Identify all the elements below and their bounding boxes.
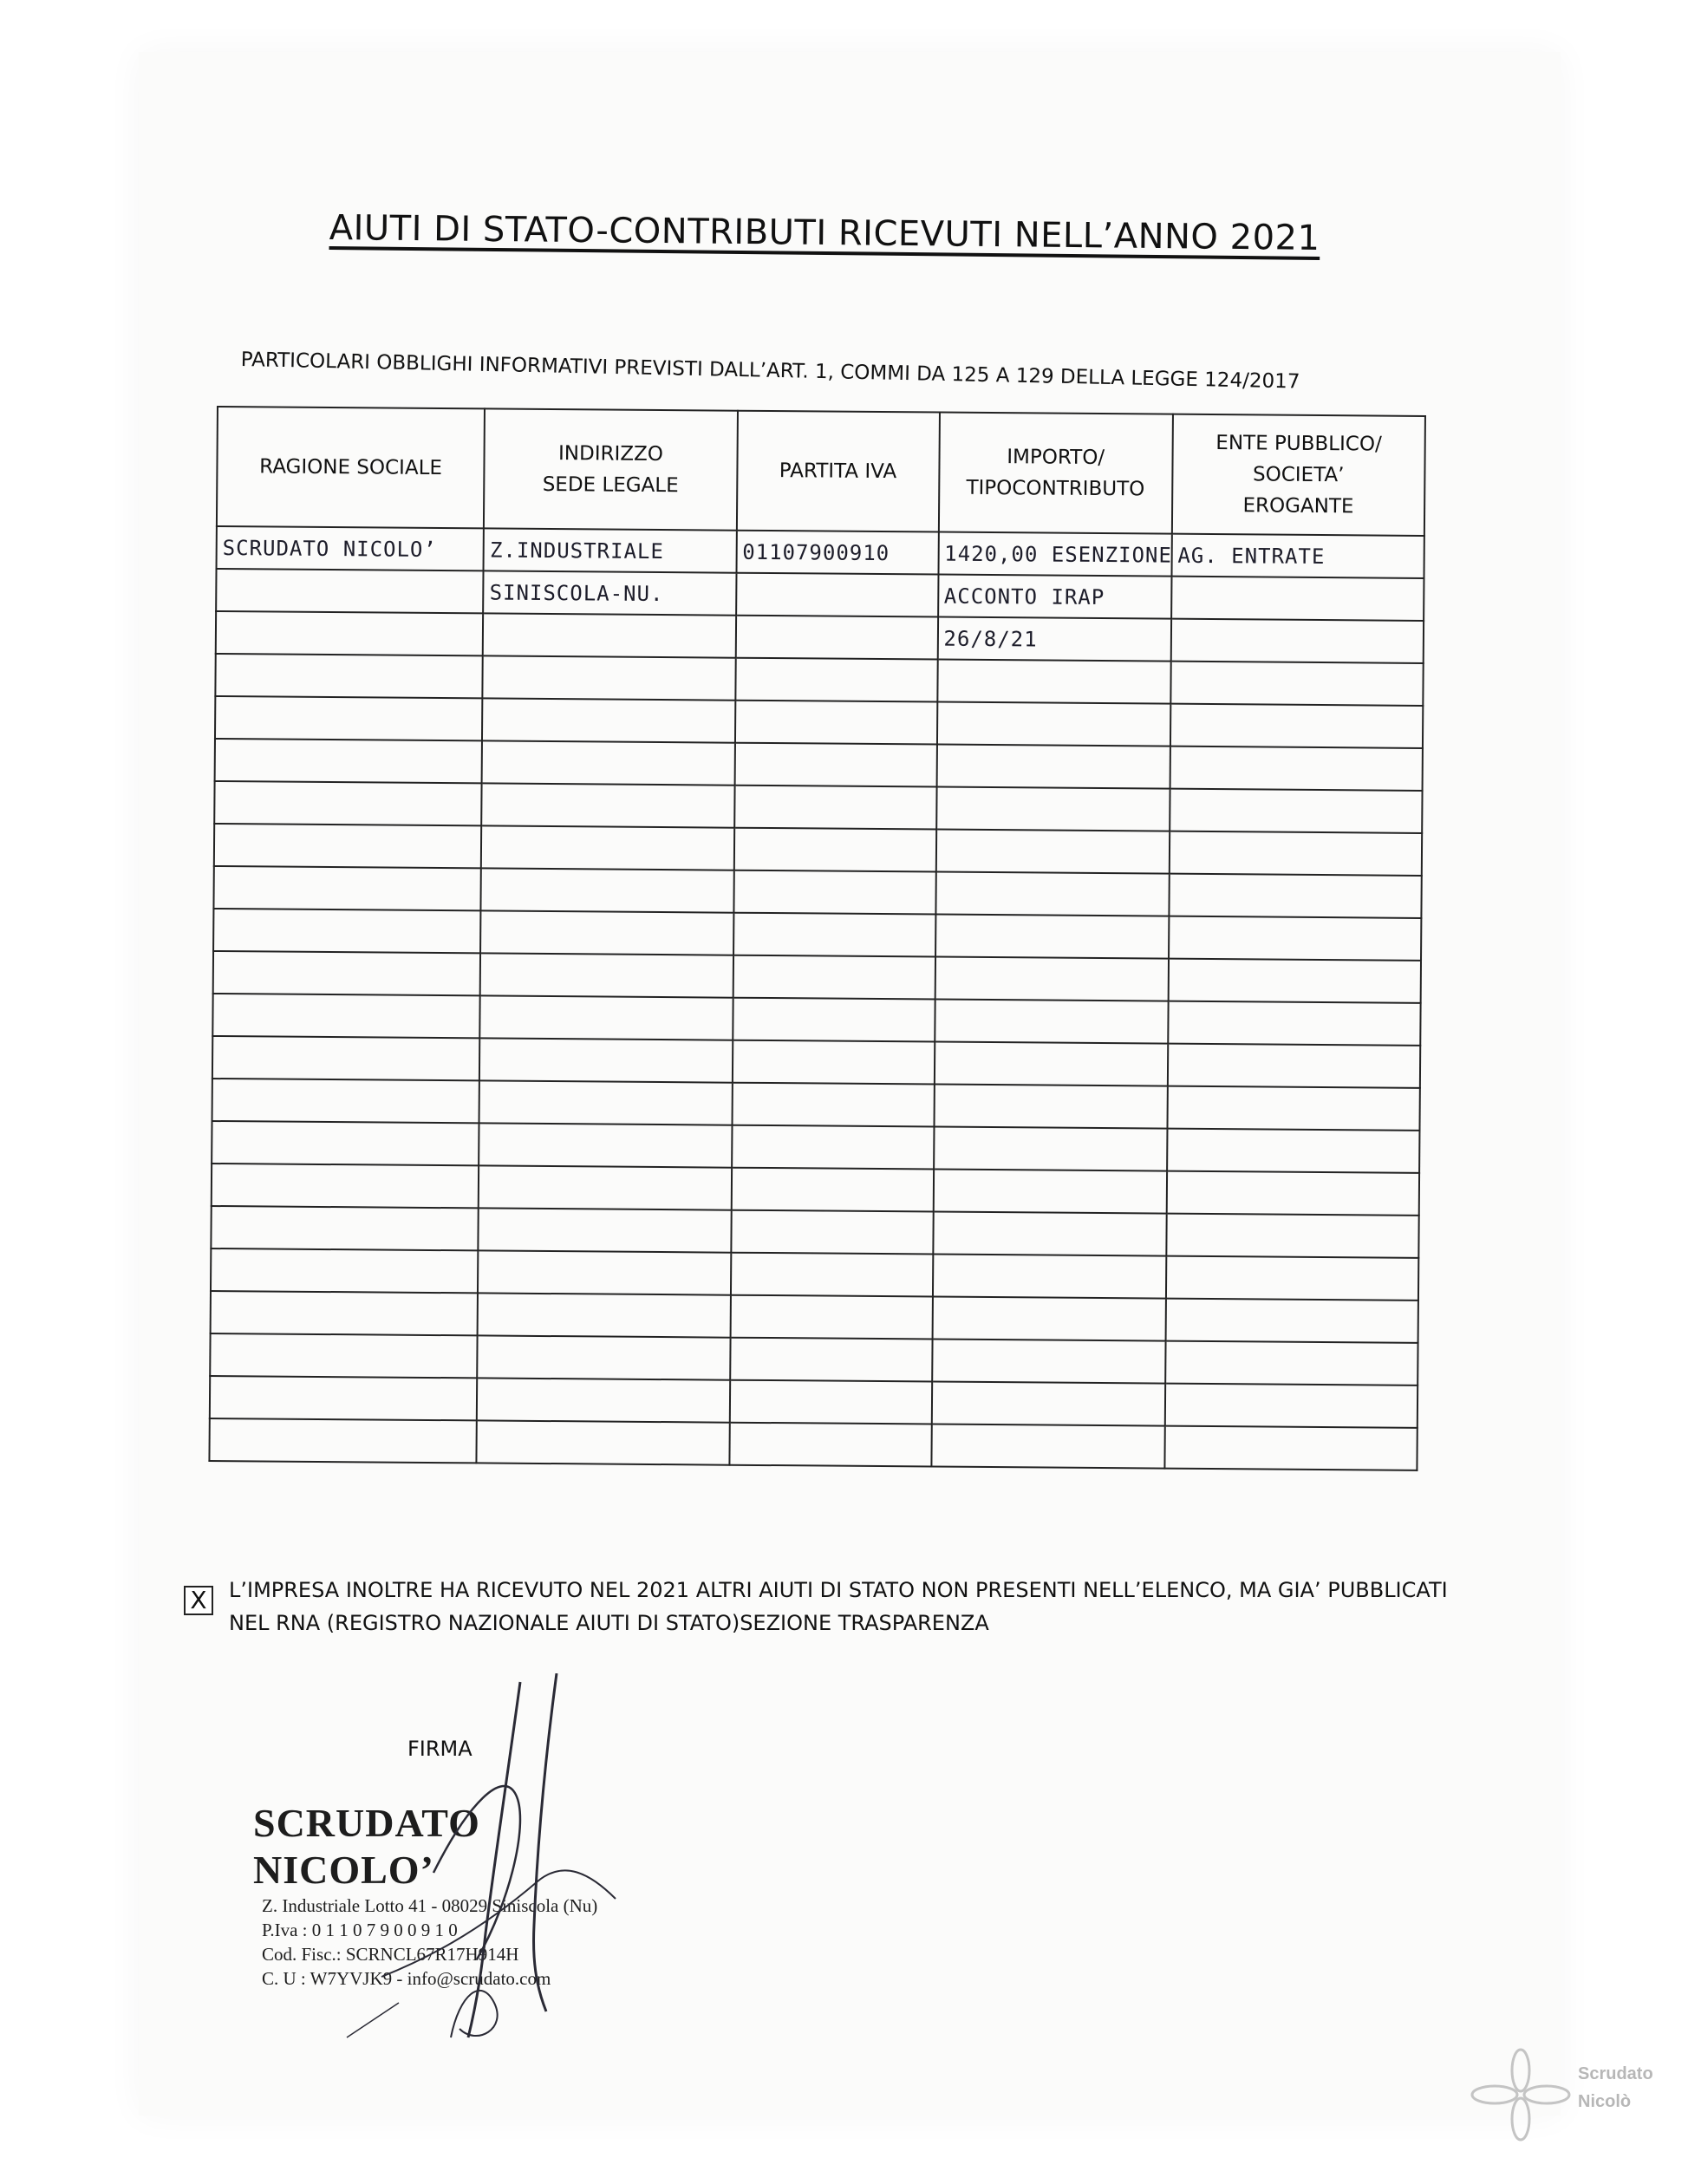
- table-cell: [216, 611, 484, 655]
- table-cell: [482, 740, 735, 785]
- table-cell: [733, 870, 935, 915]
- table-cell: [1166, 1214, 1419, 1258]
- table-cell: [478, 1335, 731, 1379]
- table-cell: [215, 696, 483, 740]
- column-header: [217, 407, 485, 528]
- table-cell: 26/8/21: [937, 617, 1171, 662]
- table-cell: SINISCOLA-NU.: [483, 570, 736, 615]
- table-cell: [213, 866, 481, 910]
- table-cell: [212, 1121, 479, 1165]
- table-cell: [210, 1376, 478, 1420]
- table-cell: [936, 745, 1170, 789]
- table-cell: [1165, 1299, 1418, 1343]
- table-cell: [1165, 1341, 1418, 1385]
- table-cell: [215, 654, 483, 698]
- table-cell: [937, 702, 1171, 746]
- table-cell: [936, 787, 1170, 831]
- table-cell: 01107900910: [736, 531, 938, 575]
- table-cell: [479, 1123, 732, 1167]
- table-cell: [729, 1423, 931, 1467]
- table-cell: [209, 1418, 477, 1463]
- table-cell: [482, 783, 735, 827]
- table-cell: [477, 1420, 730, 1464]
- table-cell: [1170, 704, 1424, 748]
- column-header-line: RAGIONE SOCIALE: [259, 455, 443, 480]
- table-cell: [479, 1165, 732, 1209]
- table-cell: [735, 616, 937, 660]
- table-cell: [1169, 916, 1422, 961]
- table-cell: [480, 995, 733, 1040]
- column-header-line: TIPOCONTRIBUTO: [966, 476, 1145, 501]
- table-cell: [735, 658, 937, 702]
- table-cell: [935, 830, 1170, 874]
- logo-wordmark: [1578, 2060, 1653, 2116]
- column-header-line: EROGANTE: [1242, 494, 1354, 518]
- declaration: [184, 1574, 1484, 1640]
- table-cell: [933, 1255, 1167, 1299]
- table-cell: [1164, 1426, 1418, 1470]
- table-cell: [733, 998, 935, 1042]
- column-header-line: PARTITA IVA: [779, 460, 897, 484]
- table-cell: [734, 786, 936, 830]
- document-subtitle: PARTICOLARI OBBLIGHI INFORMATIVI PREVISTI DALL’ART. 1, COMMI DA 125 A 129 DELLA LEGGE 124/2017: [240, 349, 1300, 394]
- table-cell: [482, 698, 735, 742]
- table-cell: [733, 913, 935, 957]
- table-cell: [478, 1293, 731, 1337]
- stamp-fiscal-code: Cod. Fisc.: SCRNCL67R17H914H: [262, 1944, 519, 1965]
- table-cell: [212, 1079, 480, 1123]
- column-header-line: ENTE PUBBLICO/: [1215, 432, 1382, 456]
- column-header: [1172, 414, 1425, 536]
- table-cell: [1168, 959, 1421, 1003]
- table-cell: [730, 1338, 932, 1382]
- table-cell: [478, 1250, 731, 1294]
- table-cell: [212, 1036, 480, 1080]
- table-cell: [931, 1424, 1165, 1469]
- table-cell: [730, 1295, 932, 1340]
- table-header-row: [217, 407, 1425, 536]
- table-cell: [935, 1000, 1169, 1044]
- table-cell: [933, 1170, 1167, 1214]
- table-cell: [932, 1297, 1166, 1341]
- logo-line-2: Nicolò: [1578, 2092, 1632, 2111]
- column-header: [484, 408, 737, 530]
- table-cell: [731, 1253, 933, 1297]
- table-cell: [1166, 1171, 1419, 1216]
- table-cell: [481, 825, 734, 870]
- table-cell: [1170, 746, 1423, 791]
- table-cell: [1168, 1001, 1421, 1046]
- signature-label: FIRMA: [407, 1737, 473, 1761]
- table-cell: [732, 1040, 934, 1085]
- table-cell: [934, 1042, 1168, 1086]
- column-header-line: SEDE LEGALE: [542, 473, 679, 498]
- table-cell: [734, 743, 936, 787]
- table-cell: [1170, 831, 1423, 876]
- table-cell: [212, 1164, 479, 1208]
- table-cell: [733, 828, 935, 872]
- table-cell: ACCONTO IRAP: [938, 575, 1172, 619]
- column-header: [938, 413, 1172, 534]
- declaration-text: L’IMPRESA INOLTRE HA RICEVUTO NEL 2021 ALTRI AIUTI DI STATO NON PRESENTI NELL’ELENCO, MA GIA’ PUBBLICATI NEL RNA (REGISTRO NAZIONALE AIUTI DI STATO)SEZIONE TRASPARENZA: [229, 1578, 1448, 1635]
- table-cell: SCRUDATO NICOLO’: [217, 526, 485, 570]
- logo-line-1: Scrudato: [1578, 2064, 1653, 2083]
- table-cell: [479, 1080, 733, 1125]
- stamp-vat: P.Iva : 0 1 1 0 7 9 0 0 9 1 0: [262, 1920, 458, 1940]
- table-cell: [480, 953, 733, 997]
- document-title: AIUTI DI STATO-CONTRIBUTI RICEVUTI NELL’ANNO 2021: [329, 208, 1320, 258]
- stamp-address: Z. Industriale Lotto 41 - 08029 Siniscola (Nu): [262, 1895, 598, 1916]
- table-cell: [477, 1378, 730, 1422]
- table-cell: [211, 1291, 479, 1335]
- table-cell: [481, 868, 734, 912]
- table-body: [209, 526, 1424, 1470]
- aid-table-grid: [208, 406, 1426, 1471]
- table-cell: [735, 701, 937, 745]
- table-cell: Z.INDUSTRIALE: [484, 528, 737, 572]
- declaration-checkbox[interactable]: [184, 1586, 213, 1615]
- column-header-line: SOCIETA’: [1252, 463, 1345, 487]
- table-cell: [934, 1127, 1168, 1171]
- table-cell: [732, 1083, 934, 1127]
- table-cell: [211, 1248, 479, 1293]
- table-cell: 1420,00 ESENZIONE: [938, 532, 1172, 577]
- table-cell: [729, 1380, 931, 1424]
- table-cell: [731, 1168, 933, 1212]
- table-cell: [1167, 1129, 1420, 1173]
- table-cell: [933, 1212, 1167, 1256]
- table-cell: [1170, 619, 1424, 663]
- table-cell: [215, 739, 483, 783]
- table-cell: [213, 951, 481, 995]
- table-cell: [1165, 1384, 1418, 1428]
- table-cell: [1167, 1086, 1420, 1131]
- table-cell: [213, 909, 481, 953]
- table-cell: [479, 1038, 733, 1082]
- table-cell: [931, 1382, 1165, 1426]
- table-cell: [1169, 874, 1422, 918]
- table-cell: [932, 1340, 1166, 1384]
- table-cell: [1166, 1256, 1419, 1301]
- table-cell: [934, 1085, 1168, 1129]
- table-cell: [733, 955, 935, 1000]
- table-cell: [214, 824, 482, 868]
- table-cell: [935, 915, 1170, 959]
- table-cell: [214, 781, 482, 825]
- table-cell: [212, 994, 480, 1038]
- table-row: [209, 1418, 1417, 1470]
- table-cell: [1170, 789, 1423, 833]
- table-cell: [732, 1125, 934, 1170]
- table-cell: [483, 655, 736, 700]
- table-cell: [1170, 662, 1424, 706]
- table-cell: AG. ENTRATE: [1171, 534, 1424, 578]
- column-header: [736, 411, 939, 532]
- handwritten-signature: [329, 1673, 676, 2046]
- check-mark-icon: X: [190, 1586, 207, 1614]
- table-cell: [935, 957, 1169, 1001]
- table-cell: [1168, 1044, 1421, 1088]
- column-header-line: INDIRIZZO: [557, 442, 664, 466]
- table-cell: [736, 573, 938, 617]
- table-cell: [935, 872, 1170, 916]
- table-cell: [216, 569, 484, 613]
- table-cell: [937, 660, 1171, 704]
- table-cell: [1171, 577, 1424, 621]
- table-cell: [480, 910, 733, 955]
- table-cell: [211, 1206, 479, 1250]
- stamp-company-name: SCRUDATO NICOLO’: [253, 1801, 480, 1892]
- table-cell: [731, 1210, 933, 1255]
- table-cell: [479, 1208, 732, 1252]
- stamp-contact: C. U : W7YVJK9 - info@scrudato.com: [262, 1968, 551, 1989]
- aid-table: [209, 406, 1426, 1456]
- table-cell: [210, 1333, 478, 1378]
- table-cell: [483, 613, 736, 657]
- column-header-line: IMPORTO/: [1007, 446, 1105, 470]
